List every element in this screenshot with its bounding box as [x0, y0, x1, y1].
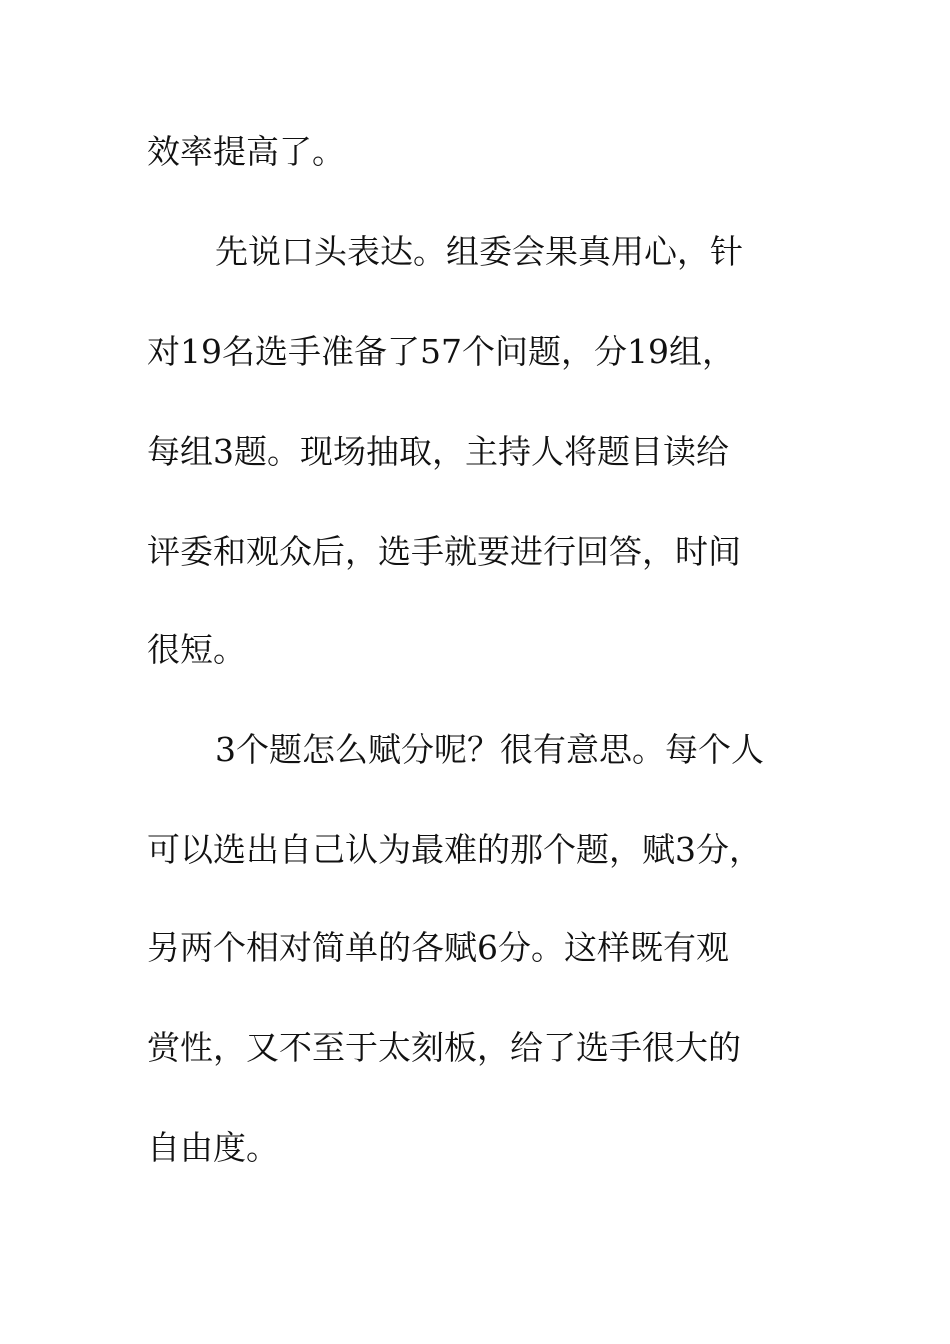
text-line-8: 可以选出自己认为最难的那个题，赋3分， — [147, 830, 762, 869]
text-line-5: 评委和观众后，选手就要进行回答，时间 — [147, 532, 741, 571]
text-line-4: 每组3题。现场抽取，主持人将题目读给 — [147, 432, 729, 471]
text-line-10: 赏性，又不至于太刻板，给了选手很大的 — [147, 1028, 741, 1067]
text-line-1: 效率提高了。 — [147, 132, 345, 171]
text-line-7: 3个题怎么赋分呢？很有意思。每个人 — [215, 730, 764, 769]
text-line-9: 另两个相对简单的各赋6分。这样既有观 — [147, 928, 729, 967]
text-line-11: 自由度。 — [147, 1128, 279, 1167]
text-line-3: 对19名选手准备了57个问题，分19组， — [147, 332, 735, 371]
text-line-6: 很短。 — [147, 630, 246, 669]
text-line-2: 先说口头表达。组委会果真用心，针 — [215, 232, 743, 271]
